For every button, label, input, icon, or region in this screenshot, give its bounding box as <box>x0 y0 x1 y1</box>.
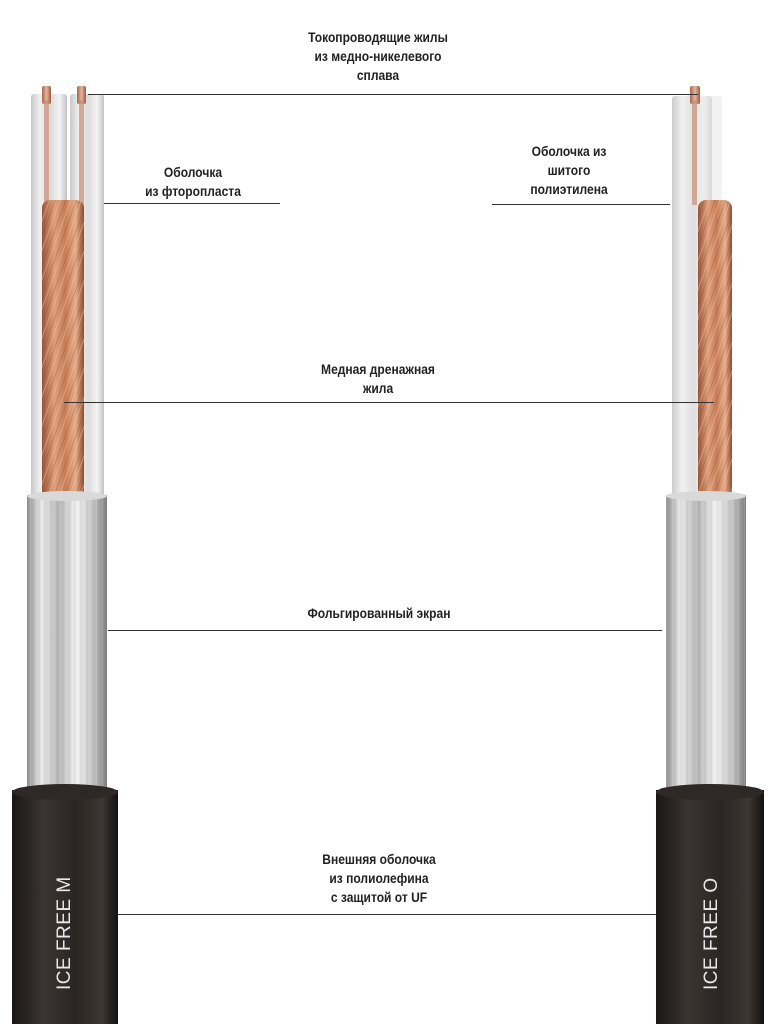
leader-line-drain-wire <box>64 402 714 403</box>
leader-line-foil-screen <box>108 630 662 631</box>
label-conductors: Токопроводящие жилы из медно-никелевого сплава <box>308 29 448 83</box>
label-polyethylene-sheath: Оболочка из шитого полиэтилена <box>530 143 608 197</box>
label-foil-screen: Фольгированный экран <box>307 605 451 621</box>
right-cable-marking: ICE FREE O <box>701 877 722 990</box>
label-outer-jacket: Внешняя оболочка из полиолефина с защитой от UF <box>322 851 436 905</box>
leader-line-fluoroplastic <box>104 203 280 204</box>
left-cable-marking: ICE FREE M <box>54 876 75 990</box>
leader-line-conductors <box>88 94 698 95</box>
left-cable <box>12 86 118 1024</box>
label-fluoroplastic-sheath: Оболочка из фторопласта <box>145 164 241 199</box>
leader-line-polyethylene <box>492 204 670 205</box>
leader-line-outer-jacket <box>118 914 656 915</box>
right-cable <box>656 86 764 1024</box>
label-drain-wire: Медная дренажная жила <box>321 361 435 396</box>
